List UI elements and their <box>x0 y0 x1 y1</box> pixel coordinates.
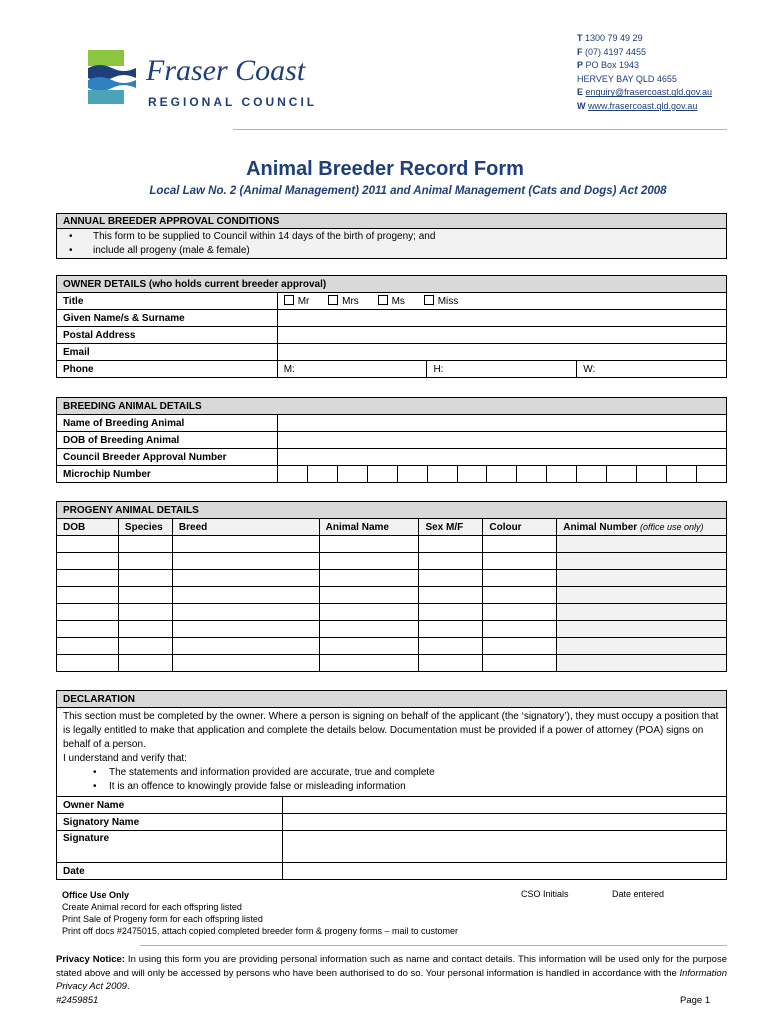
breeding-name-field[interactable] <box>278 415 727 432</box>
declaration-item: • The statements and information provided are accurate, true and complete <box>63 766 720 780</box>
title-option-miss[interactable]: Miss <box>424 296 459 307</box>
microchip-digit[interactable] <box>367 466 397 483</box>
date-entered-label: Date entered <box>612 889 665 899</box>
progeny-row[interactable] <box>57 638 727 655</box>
col-breed: Breed <box>172 519 319 536</box>
title-label: Title <box>57 293 278 310</box>
condition-item: • include all progeny (male & female) <box>63 244 720 258</box>
col-dob: DOB <box>57 519 119 536</box>
privacy-act: Information Privacy Act 2009 <box>56 967 727 992</box>
form-title: Animal Breeder Record Form <box>246 158 524 180</box>
date-label: Date <box>57 863 283 880</box>
microchip-digit[interactable] <box>427 466 457 483</box>
contact-web: W www.frasercoast.qld.gov.au <box>577 100 698 111</box>
progeny-heading: PROGENY ANIMAL DETAILS <box>57 502 727 519</box>
title-option-ms[interactable]: Ms <box>378 296 405 307</box>
microchip-label: Microchip Number <box>57 466 278 483</box>
checkbox[interactable] <box>328 295 338 305</box>
microchip-digit[interactable] <box>307 466 337 483</box>
breeding-animal-table <box>56 397 727 483</box>
logo-green-block <box>88 50 124 66</box>
microchip-digit[interactable] <box>278 466 308 483</box>
contact-email: E enquiry@frasercoast.qld.gov.au <box>577 87 713 98</box>
signatory-name-label: Signatory Name <box>57 814 283 831</box>
privacy-label: Privacy Notice: <box>56 954 125 965</box>
microchip-digit[interactable] <box>666 466 696 483</box>
col-sex: Sex M/F <box>419 519 483 536</box>
owner-details-table <box>56 275 727 378</box>
title-option-mrs[interactable]: Mrs <box>328 296 359 307</box>
breeding-dob-field[interactable] <box>278 432 727 449</box>
declaration-verify: I understand and verify that: <box>63 753 187 764</box>
owner-name-field[interactable] <box>283 797 727 814</box>
microchip-digit[interactable] <box>517 466 547 483</box>
progeny-table <box>56 501 727 672</box>
microchip-digit[interactable] <box>577 466 607 483</box>
progeny-row[interactable] <box>57 621 727 638</box>
col-colour: Colour <box>483 519 557 536</box>
postal-address-label: Postal Address <box>57 327 278 344</box>
approval-number-field[interactable] <box>278 449 727 466</box>
checkbox[interactable] <box>378 295 388 305</box>
contact-block <box>577 32 712 114</box>
office-use-line: Print off docs #2475015, attach copied completed breeder form & progeny forms – mail to customer <box>62 926 459 936</box>
declaration-table <box>56 690 727 880</box>
privacy-text: In using this form you are providing personal information such as name and contact details. This information will be used only for the purpose stated above and will only be accessed by persons who have been authorised to do so. Your personal information is handled in accordance with the <box>56 954 727 979</box>
contact-po: P PO Box 1943 <box>577 60 640 71</box>
progeny-row[interactable] <box>57 604 727 621</box>
date-field[interactable] <box>283 863 727 880</box>
breeding-name-label: Name of Breeding Animal <box>57 415 278 432</box>
header-divider <box>233 129 727 130</box>
fraser-coast-logo <box>88 48 348 110</box>
microchip-digit[interactable] <box>547 466 577 483</box>
microchip-digit[interactable] <box>607 466 637 483</box>
logo-teal-block <box>88 90 124 104</box>
progeny-row[interactable] <box>57 570 727 587</box>
form-subtitle: Local Law No. 2 (Animal Management) 2011 and Animal Management (Cats and Dogs) Act 2008 <box>149 185 667 197</box>
office-use-line: Print Sale of Progeny form for each offspring listed <box>62 914 263 924</box>
microchip-digit[interactable] <box>487 466 517 483</box>
page-number: Page 1 <box>680 995 711 1006</box>
phone-label: Phone <box>57 361 278 378</box>
office-use-line: Create Animal record for each offspring listed <box>62 902 242 912</box>
document-number: #2459851 <box>56 995 99 1006</box>
phone-home-field[interactable]: H: <box>427 361 577 378</box>
conditions-table <box>56 213 727 259</box>
microchip-digit[interactable] <box>696 466 726 483</box>
col-animal-number: Animal Number (office use only) <box>557 519 727 536</box>
given-name-field[interactable] <box>277 310 726 327</box>
cso-initials-label: CSO Initials <box>521 889 569 899</box>
email-label: Email <box>57 344 278 361</box>
website-link[interactable]: www.frasercoast.qld.gov.au <box>588 100 698 111</box>
footer-divider <box>140 945 727 946</box>
postal-address-field[interactable] <box>277 327 726 344</box>
contact-city: HERVEY BAY QLD 4655 <box>577 73 677 84</box>
contact-fax: F (07) 4197 4455 <box>577 46 647 57</box>
breeding-dob-label: DOB of Breeding Animal <box>57 432 278 449</box>
logo-wordmark: Fraser Coast <box>146 54 306 87</box>
declaration-heading: DECLARATION <box>57 691 727 708</box>
signature-label: Signature <box>57 831 283 863</box>
col-animal-name: Animal Name <box>319 519 419 536</box>
col-species: Species <box>118 519 172 536</box>
contact-phone: T 1300 79 49 29 <box>577 33 643 43</box>
owner-heading: OWNER DETAILS (who holds current breeder approval) <box>57 276 727 293</box>
microchip-digit[interactable] <box>397 466 427 483</box>
microchip-digit[interactable] <box>637 466 667 483</box>
privacy-notice: Privacy Notice: In using this form you are providing personal information such as name and contact details. This information will be used only for the purpose stated above and will only be accessed by persons who have been authorised to do so. Your personal information is handled in accordance with the Information Privacy Act 2009. <box>56 954 727 992</box>
email-field[interactable] <box>277 344 726 361</box>
declaration-item: • It is an offence to knowingly provide false or misleading information <box>63 780 720 794</box>
checkbox[interactable] <box>284 295 294 305</box>
condition-item: • This form to be supplied to Council within 14 days of the birth of progeny; and <box>63 230 720 244</box>
declaration-text <box>57 708 727 797</box>
progeny-row[interactable] <box>57 536 727 553</box>
signatory-name-field[interactable] <box>283 814 727 831</box>
office-use-block <box>62 889 458 937</box>
logo-subline: REGIONAL COUNCIL <box>148 95 318 109</box>
approval-number-label: Council Breeder Approval Number <box>57 449 278 466</box>
signature-field[interactable] <box>283 831 727 863</box>
progeny-row[interactable] <box>57 655 727 672</box>
conditions-heading: ANNUAL BREEDER APPROVAL CONDITIONS <box>57 214 727 229</box>
progeny-row[interactable] <box>57 587 727 604</box>
title-option-mr[interactable]: Mr <box>284 296 310 307</box>
breeding-heading: BREEDING ANIMAL DETAILS <box>57 398 727 415</box>
microchip-digit[interactable] <box>457 466 487 483</box>
email-link[interactable]: enquiry@frasercoast.qld.gov.au <box>585 87 713 98</box>
declaration-paragraph: This section must be completed by the owner. Where a person is signing on behalf of the applicant (the ‘signatory’), they must occupy a position that is legally entitled to make that application and complete the details below. Documentation must be provided if a power of attorney (POA) signs on behalf of a person. <box>63 711 719 750</box>
given-name-label: Given Name/s & Surname <box>57 310 278 327</box>
progeny-row[interactable] <box>57 553 727 570</box>
phone-mobile-field[interactable]: M: <box>277 361 427 378</box>
logo-wave-blue <box>88 77 136 91</box>
microchip-digit[interactable] <box>337 466 367 483</box>
office-use-heading: Office Use Only <box>62 890 130 900</box>
conditions-body <box>57 229 727 259</box>
title-options <box>277 293 726 310</box>
owner-name-label: Owner Name <box>57 797 283 814</box>
checkbox[interactable] <box>424 295 434 305</box>
phone-work-field[interactable]: W: <box>577 361 727 378</box>
